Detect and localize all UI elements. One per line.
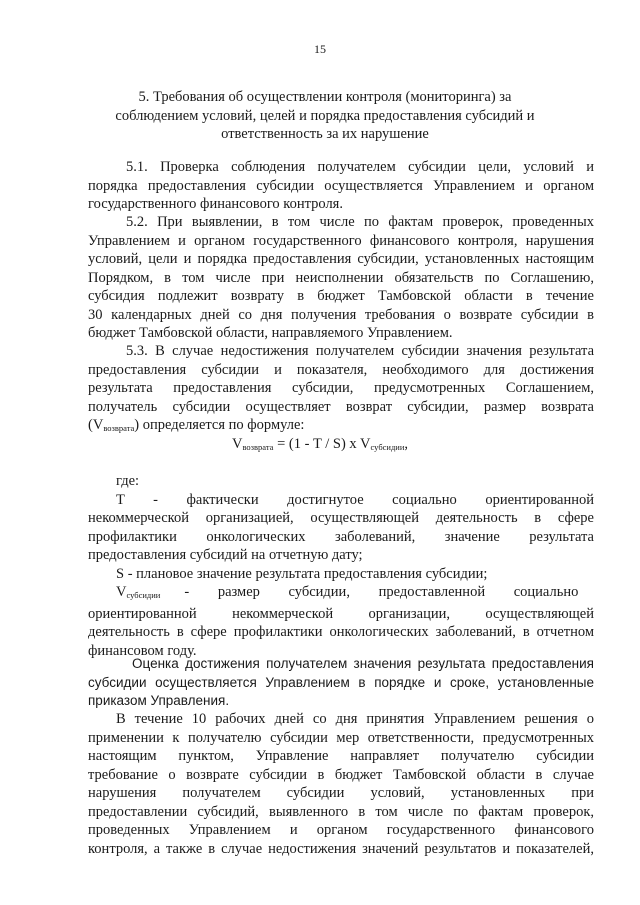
page-number: 15	[314, 42, 326, 56]
text-line: контроля, а также в случае недостижения значений результатов и показателей,	[88, 840, 594, 857]
section-heading	[100, 88, 550, 144]
heading-line: 5. Требования об осуществлении контроля (мониторинга) за	[138, 89, 512, 105]
evaluation-paragraph	[88, 655, 594, 711]
text-line: предоставления субсидии и показателя, необходимого для достижения	[88, 361, 594, 378]
text-line: применении к получателю субсидии мер ответственности, предусмотренных	[88, 729, 594, 746]
text-line: порядка предоставления субсидии осуществляется Управлением и органом	[88, 177, 594, 194]
text-line: Управлением и органом государственного финансового контроля, нарушения	[88, 232, 594, 249]
paragraph-5-2	[88, 213, 594, 343]
text-line: S - плановое значение результата предоставления субсидии;	[116, 565, 488, 582]
text-line: финансовом году.	[88, 642, 197, 659]
text-line: 5.1. Проверка соблюдения получателем субсидии цели, условий и	[126, 159, 594, 175]
text-line: В течение 10 рабочих дней со дня принятия Управлением решения о	[116, 711, 594, 727]
definitions	[88, 472, 594, 660]
text-line: Оценка достижения получателем значения результата предоставления	[132, 656, 594, 671]
text-line: 30 календарных дней со дня получения требования о возврате субсидии в	[88, 306, 594, 323]
where-label: где:	[116, 473, 140, 489]
text-line: государственного финансового контроля.	[88, 196, 343, 212]
heading-line: ответственность за их нарушение	[221, 126, 429, 142]
text-line: Порядком, в том числе при неисполнении обязательств по Соглашению,	[88, 269, 594, 286]
text-line: предоставлении субсидий, выявленного в том числе по фактам проверок,	[88, 803, 594, 820]
text-line: 5.2. При выявлении, в том числе по фактам проверок, проведенных	[126, 214, 594, 230]
text-line: $(V_{возврата})$ определяется по формуле:	[88, 417, 305, 433]
refund-demand-paragraph	[88, 710, 594, 858]
text-line: условий, цели и порядка предоставления субсидии, установленных настоящим	[88, 251, 594, 267]
text-line: получатель субсидии осуществляет возврат субсидии, размер возврата	[88, 398, 594, 415]
text-line: субсидия подлежит возврату в бюджет Тамбовской области в течение	[88, 288, 594, 304]
heading-line: соблюдением условий, целей и порядка предоставления субсидий и	[115, 107, 535, 124]
paragraph-5-1	[88, 158, 594, 214]
text-line: бюджет Тамбовской области, направляемого Управлением.	[88, 325, 453, 341]
text-line: 5.3. В случае недостижения получателем субсидии значения результата	[126, 343, 594, 359]
text-line: приказом Управления.	[88, 693, 230, 708]
text-line: нарушения получателем субсидии условий, установленных при	[88, 785, 594, 801]
text-line: настоящим пунктом, Управление направляет получателю субсидии	[88, 748, 594, 764]
refund-formula: $V_{возврата} = (1 - T / S)$ x $V_{субсидии}$,	[231, 436, 409, 452]
text-line: предоставления субсидий на отчетную дату;	[88, 547, 363, 563]
text-line: ориентированной некоммерческой организации, осуществляющей	[88, 605, 594, 622]
text-line: результата предоставления субсидии, предусмотренных Соглашением,	[88, 380, 594, 396]
text-line: проведенных Управлением и органом государственного финансового	[88, 822, 594, 838]
text-line: требование о возврате субсидии в бюджет Тамбовской области в случае	[88, 766, 594, 783]
paragraph-5-3	[88, 342, 594, 438]
text-line: субсидии осуществляется Управлением в порядке и сроке, установленные	[88, 674, 594, 690]
text-line: профилактики онкологических заболеваний, значение результата	[88, 528, 594, 545]
text-line: некоммерческой организацией, осуществляющей деятельность в сфере	[88, 510, 594, 526]
text-line: T - фактически достигнутое социально ориентированной	[116, 491, 594, 508]
text-line: деятельность в сфере профилактики онкологических заболеваний, в отчетном	[88, 624, 594, 640]
text-line: $V_{субсидии}$ - размер субсидии, предоставленной социально	[116, 584, 579, 600]
